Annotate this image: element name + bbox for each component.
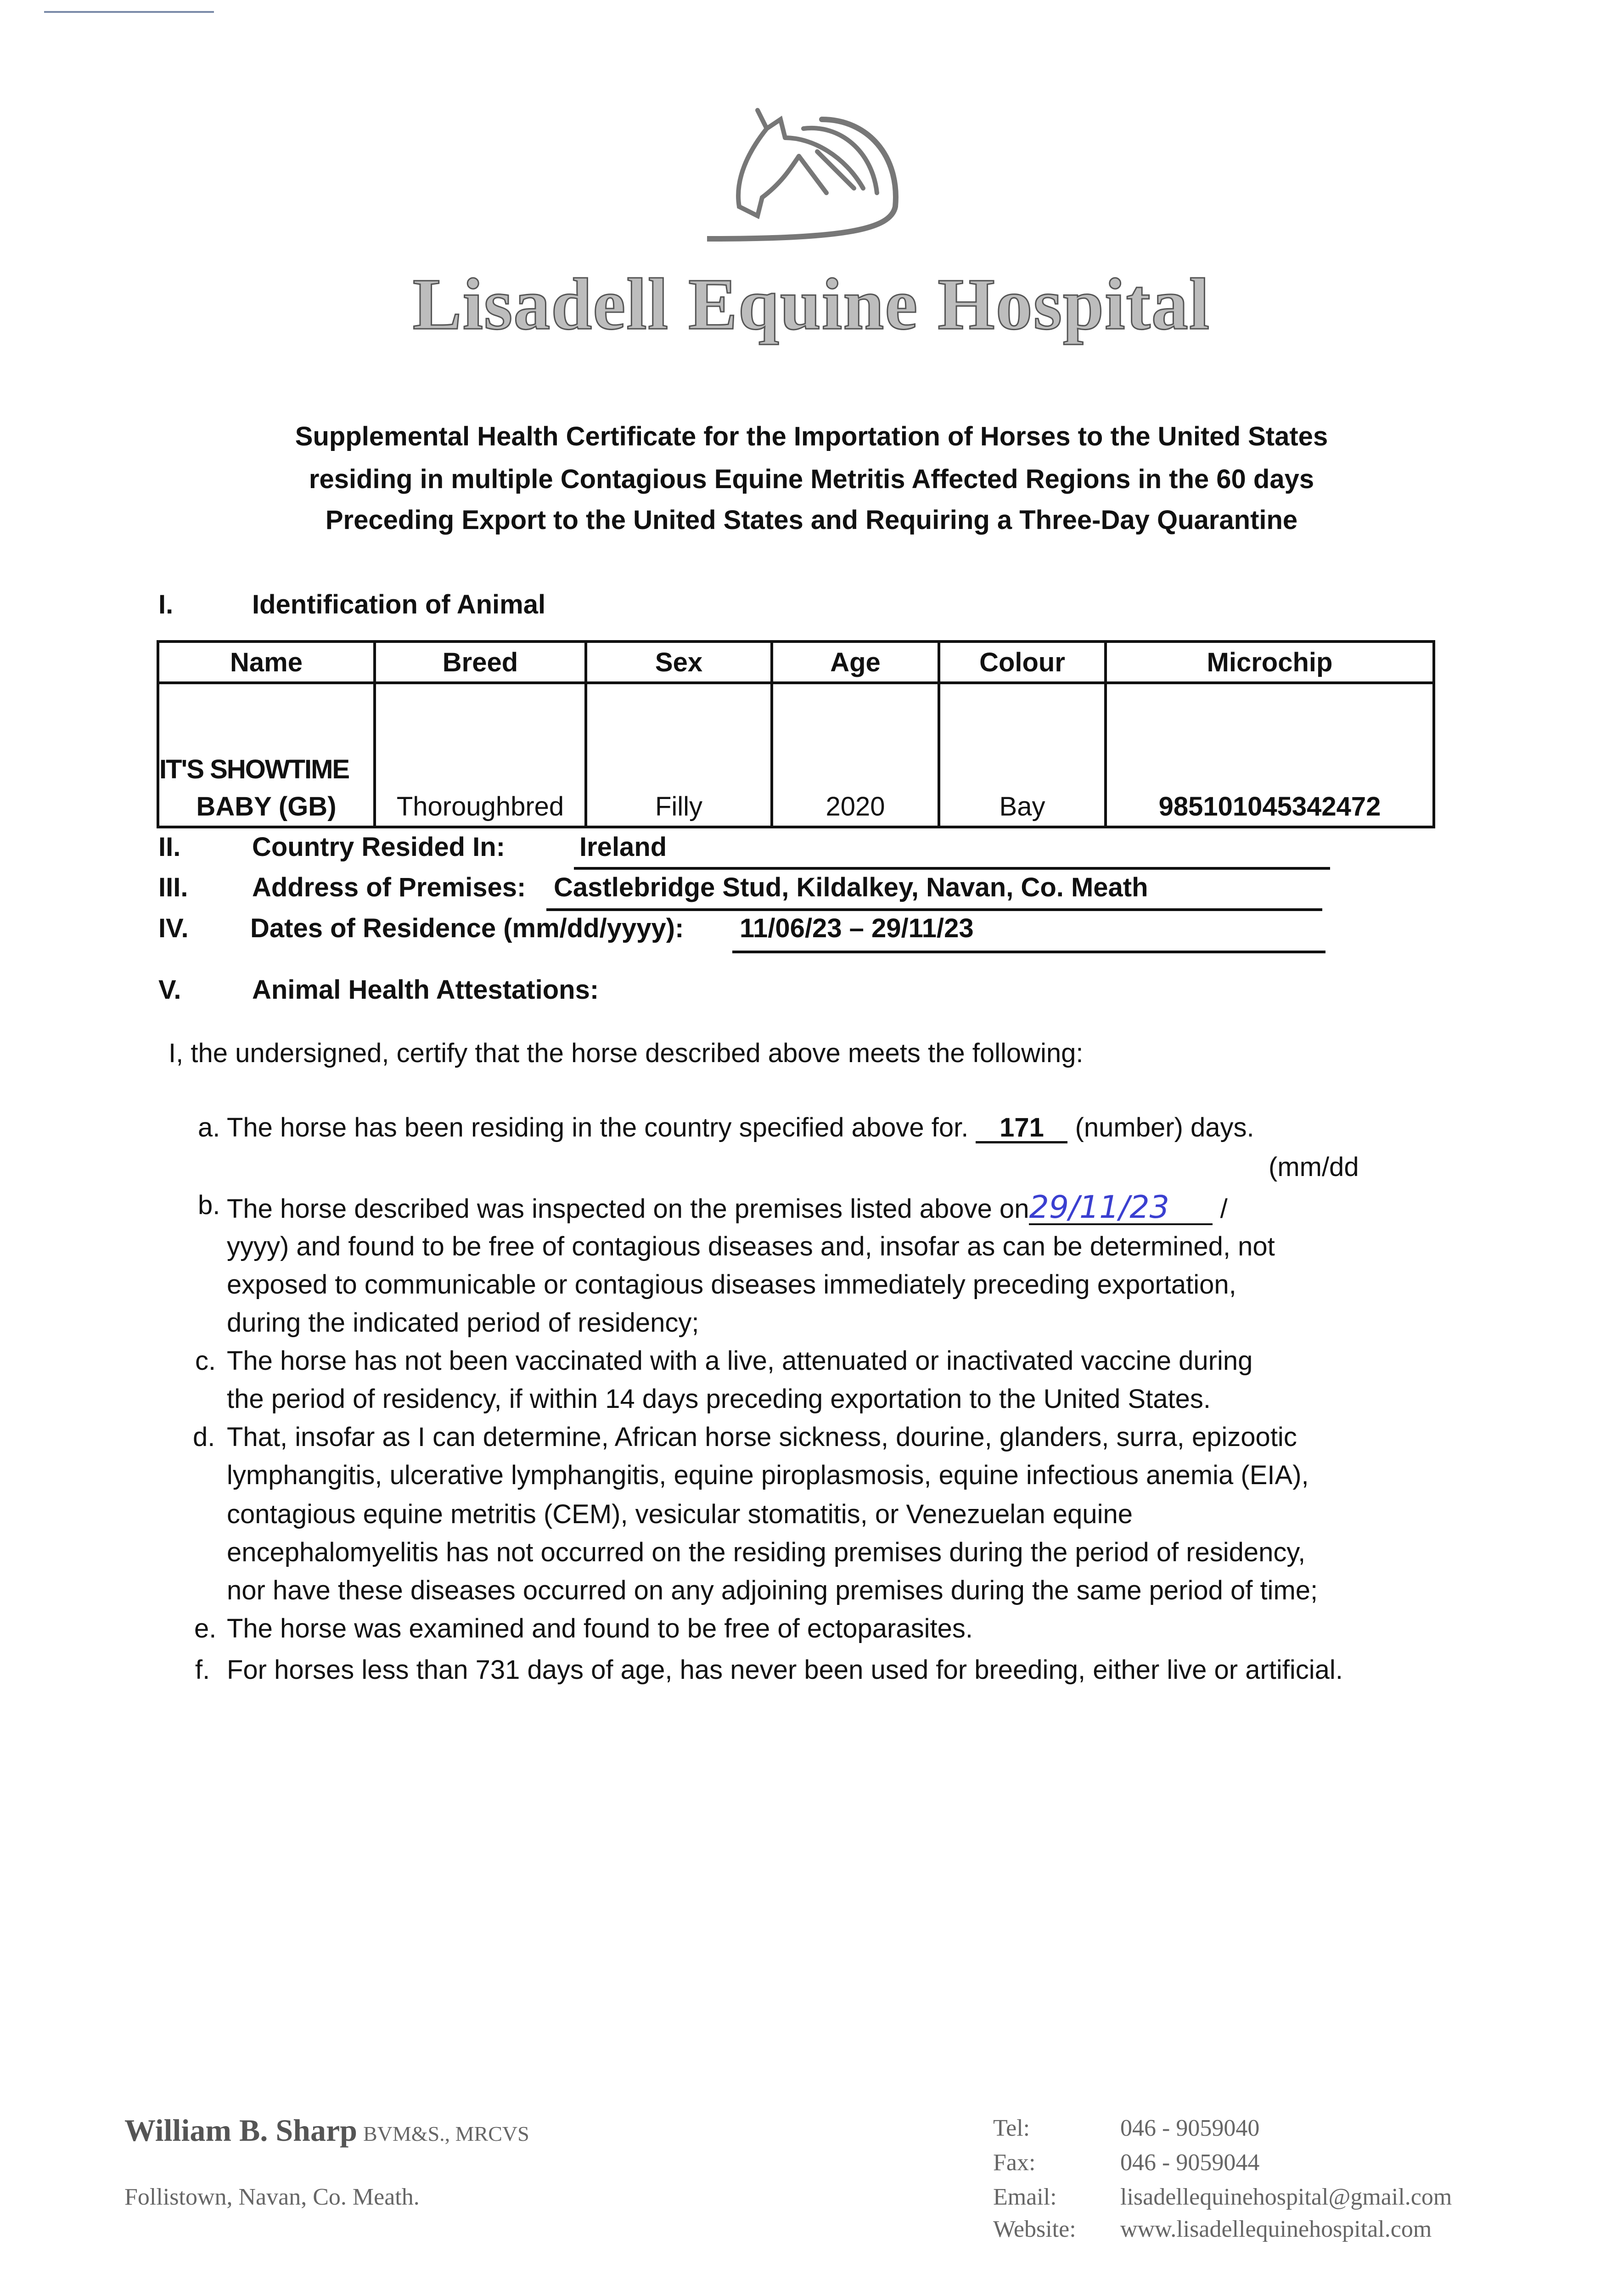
underline: [732, 951, 1325, 953]
underline: [546, 908, 1322, 911]
country-value: Ireland: [579, 832, 667, 862]
section-number: V.: [158, 975, 181, 1005]
attestation-b: [227, 1189, 1228, 1226]
item-marker: f.: [195, 1655, 210, 1685]
horse-head-logo-icon: [707, 101, 918, 253]
name-line: BABY (GB): [196, 792, 337, 822]
contact-label: Tel:: [993, 2115, 1030, 2141]
date-slash: /: [1220, 1194, 1228, 1224]
attestation-line: exposed to communicable or contagious diseases immediately preceding exportation,: [227, 1270, 1236, 1300]
item-marker: c.: [195, 1346, 216, 1376]
name-line: IT'S SHOWTIME: [159, 754, 349, 784]
item-marker: b.: [198, 1190, 220, 1220]
contact-label: Website:: [993, 2216, 1076, 2242]
item-marker: e.: [194, 1614, 217, 1643]
cell-sex: Filly: [586, 683, 772, 827]
cell-breed: Thoroughbred: [375, 683, 586, 827]
section-number: III.: [158, 872, 188, 902]
column-header: Name: [158, 642, 375, 683]
attestation-line: nor have these diseases occurred on any adjoining premises during the same period of time;: [227, 1576, 1318, 1605]
address-value: Castlebridge Stud, Kildalkey, Navan, Co. Meath: [554, 872, 1148, 902]
table-row: [158, 683, 1434, 827]
scan-mark: [44, 11, 214, 13]
cell-age: 2020: [772, 683, 939, 827]
attestation-line: lymphangitis, ulcerative lymphangitis, equine piroplasmosis, equine infectious anemia (EIA),: [227, 1460, 1309, 1490]
animal-identification-table: [157, 640, 1435, 828]
certificate-title-line: residing in multiple Contagious Equine Metritis Affected Regions in the 60 days: [309, 464, 1314, 494]
attestation-a: [227, 1114, 1254, 1143]
email-link[interactable]: lisadellequinehospital@gmail.com: [1120, 2184, 1452, 2210]
attestation-line: the period of residency, if within 14 days preceding exportation to the United States.: [227, 1384, 1211, 1414]
attestation-text: The horse described was inspected on the premises listed above on: [227, 1194, 1029, 1224]
contact-label: Email:: [993, 2184, 1057, 2210]
attestation-text: (number) days.: [1075, 1113, 1254, 1142]
hospital-name: Lisadell Equine Hospital: [412, 263, 1211, 345]
address-label: Address of Premises:: [252, 872, 526, 902]
underline: [574, 867, 1330, 870]
attestation-intro: I, the undersigned, certify that the horse described above meets the following:: [168, 1038, 1084, 1068]
attestation-line: That, insofar as I can determine, African horse sickness, dourine, glanders, surra, epizootic: [227, 1422, 1297, 1452]
section-title: Animal Health Attestations:: [252, 975, 599, 1005]
certificate-title-line: Supplemental Health Certificate for the Importation of Horses to the United States: [295, 422, 1328, 451]
column-header: Breed: [375, 642, 586, 683]
section-number: IV.: [158, 913, 189, 943]
vet-qualifications: BVM&S., MRCVS: [363, 2122, 529, 2145]
contact-value: 046 - 9059044: [1120, 2150, 1260, 2176]
country-label: Country Resided In:: [252, 832, 505, 862]
column-header: Sex: [586, 642, 772, 683]
attestation-line: For horses less than 731 days of age, has never been used for breeding, either live or artificial.: [227, 1655, 1343, 1685]
column-header: Colour: [939, 642, 1106, 683]
cell-colour: Bay: [939, 683, 1106, 827]
cell-microchip: 985101045342472: [1106, 683, 1434, 827]
item-marker: d.: [193, 1422, 215, 1452]
contact-label: Fax:: [993, 2150, 1036, 2176]
dates-value: 11/06/23 – 29/11/23: [740, 913, 974, 943]
item-marker: a.: [198, 1113, 220, 1142]
column-header: Age: [772, 642, 939, 683]
handwritten-date: 29/11/23: [1029, 1192, 1213, 1225]
attestation-line: The horse was examined and found to be free of ectoparasites.: [227, 1614, 973, 1643]
date-format-hint: (mm/dd: [1269, 1152, 1359, 1182]
column-header: Microchip: [1106, 642, 1434, 683]
cell-name: [158, 683, 375, 827]
contact-value: 046 - 9059040: [1120, 2115, 1260, 2141]
attestation-line: The horse has not been vaccinated with a live, attenuated or inactivated vaccine during: [227, 1346, 1253, 1376]
section-number: I.: [158, 590, 174, 619]
section-number: II.: [158, 832, 181, 862]
attestation-line: encephalomyelitis has not occurred on the residing premises during the period of residency,: [227, 1537, 1306, 1567]
vet-name: William B. Sharp: [124, 2113, 357, 2148]
attestation-line: contagious equine metritis (CEM), vesicular stomatitis, or Venezuelan equine: [227, 1499, 1133, 1529]
attestation-text: The horse has been residing in the country specified above for.: [227, 1113, 969, 1142]
attestation-line: yyyy) and found to be free of contagious diseases and, insofar as can be determined, not: [227, 1232, 1275, 1261]
vet-signature-block: [124, 2112, 529, 2149]
attestation-line: during the indicated period of residency;: [227, 1308, 699, 1338]
section-title: Identification of Animal: [252, 590, 546, 619]
vet-address: Follistown, Navan, Co. Meath.: [124, 2184, 420, 2210]
certificate-title-line: Preceding Export to the United States and Requiring a Three-Day Quarantine: [325, 505, 1298, 535]
website-link[interactable]: www.lisadellequinehospital.com: [1120, 2216, 1432, 2242]
dates-label: Dates of Residence (mm/dd/yyyy):: [250, 913, 684, 943]
table-header-row: [158, 642, 1434, 683]
days-value: 171: [976, 1114, 1067, 1143]
